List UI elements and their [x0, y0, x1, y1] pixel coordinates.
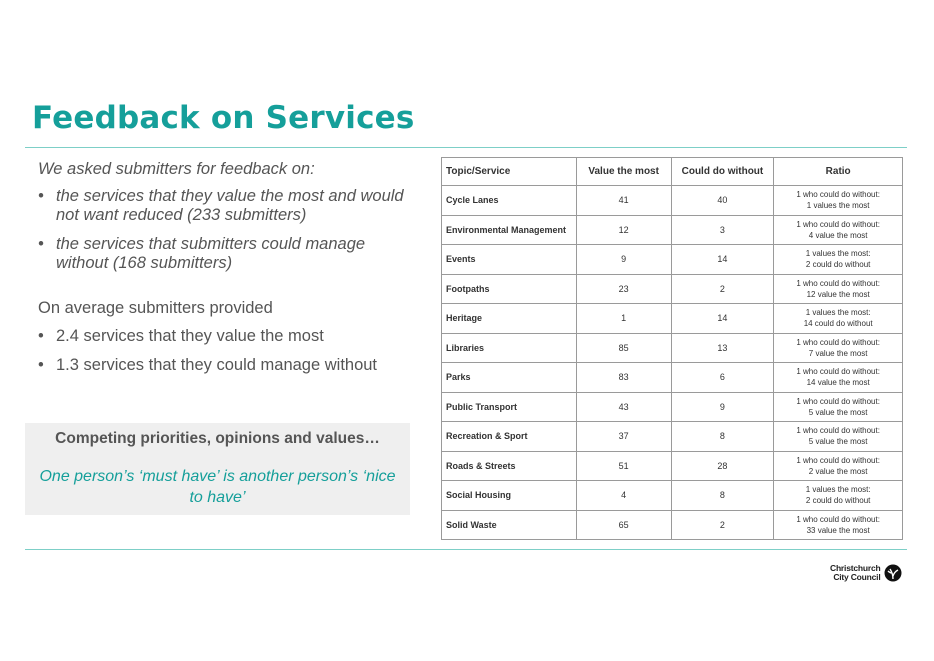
cell-value-most: 37	[576, 422, 671, 452]
ratio-line-1: 1 values the most:	[805, 308, 871, 318]
cell-topic: Solid Waste	[442, 510, 577, 540]
table-row	[442, 481, 903, 511]
average-bullet-list	[38, 327, 418, 375]
header-topic: Topic/Service	[442, 158, 577, 186]
cell-ratio	[774, 304, 903, 334]
cell-topic: Cycle Lanes	[442, 186, 577, 216]
ratio-line-2: 12 value the most	[806, 289, 870, 299]
intro-text: We asked submitters for feedback on:	[38, 160, 315, 178]
ratio-line-1: 1 values the most:	[805, 249, 871, 259]
cell-could-do-without: 40	[671, 186, 774, 216]
table-body	[442, 186, 903, 540]
ratio-line-2: 1 values the most	[806, 201, 870, 211]
table-row	[442, 274, 903, 304]
ratio-line-2: 14 could do without	[803, 319, 873, 329]
top-divider	[25, 147, 907, 148]
ratio-line-2: 33 value the most	[806, 525, 870, 535]
logo-line-2: City Council	[833, 572, 881, 582]
table-row	[442, 304, 903, 334]
cell-ratio	[774, 333, 903, 363]
table-row	[442, 186, 903, 216]
ratio-line-1: 1 who could do without:	[796, 455, 880, 465]
table-row	[442, 363, 903, 393]
cell-could-do-without: 8	[671, 481, 774, 511]
bullet-item: • 1.3 services that they could manage without	[38, 356, 418, 375]
cell-could-do-without: 13	[671, 333, 774, 363]
ratio-line-1: 1 who could do without:	[796, 426, 880, 436]
ratio-line-2: 14 value the most	[806, 378, 870, 388]
cell-value-most: 41	[576, 186, 671, 216]
cell-value-most: 1	[576, 304, 671, 334]
table-header-row	[442, 158, 903, 186]
ratio-line-2: 2 could do without	[805, 260, 871, 270]
cell-value-most: 4	[576, 481, 671, 511]
cell-ratio	[774, 245, 903, 275]
cell-could-do-without: 9	[671, 392, 774, 422]
cell-ratio	[774, 186, 903, 216]
cell-could-do-without: 3	[671, 215, 774, 245]
header-value-most: Value the most	[576, 158, 671, 186]
cell-ratio	[774, 274, 903, 304]
cell-ratio	[774, 422, 903, 452]
cell-topic: Public Transport	[442, 392, 577, 422]
cell-topic: Footpaths	[442, 274, 577, 304]
cell-ratio	[774, 510, 903, 540]
cell-ratio	[774, 451, 903, 481]
ratio-line-1: 1 who could do without:	[796, 396, 880, 406]
bullet-item: • the services that they value the most and would not want reduced (233 submitters)	[38, 187, 418, 225]
header-ratio: Ratio	[774, 158, 903, 186]
cell-topic: Heritage	[442, 304, 577, 334]
table-row	[442, 215, 903, 245]
ratio-line-1: 1 who could do without:	[796, 337, 880, 347]
cell-ratio	[774, 392, 903, 422]
header-could-do-without: Could do without	[671, 158, 774, 186]
cell-could-do-without: 6	[671, 363, 774, 393]
table-row	[442, 392, 903, 422]
cell-could-do-without: 2	[671, 274, 774, 304]
cell-value-most: 51	[576, 451, 671, 481]
callout-heading: Competing priorities, opinions and values…	[55, 430, 380, 447]
ratio-line-2: 5 value the most	[808, 437, 868, 447]
bottom-divider	[25, 549, 907, 550]
cell-value-most: 23	[576, 274, 671, 304]
ratio-line-2: 2 could do without	[805, 496, 871, 506]
cell-value-most: 12	[576, 215, 671, 245]
cell-could-do-without: 28	[671, 451, 774, 481]
ratio-line-2: 4 value the most	[808, 230, 868, 240]
cell-topic: Parks	[442, 363, 577, 393]
cell-could-do-without: 14	[671, 245, 774, 275]
cell-topic: Roads & Streets	[442, 451, 577, 481]
page-title: Feedback on Services	[32, 100, 415, 136]
cell-ratio	[774, 363, 903, 393]
ratio-line-1: 1 values the most:	[805, 485, 871, 495]
ratio-line-1: 1 who could do without:	[796, 514, 880, 524]
left-column	[38, 160, 418, 385]
council-logo	[830, 564, 902, 582]
cell-value-most: 9	[576, 245, 671, 275]
cell-ratio	[774, 481, 903, 511]
fern-leaf-icon	[884, 564, 902, 582]
cell-topic: Recreation & Sport	[442, 422, 577, 452]
ratio-line-2: 5 value the most	[808, 407, 868, 417]
ratio-line-1: 1 who could do without:	[796, 278, 880, 288]
average-heading: On average submitters provided	[38, 299, 273, 317]
table-row	[442, 451, 903, 481]
table-row	[442, 333, 903, 363]
bullet-item: • the services that submitters could manage without (168 submitters)	[38, 235, 418, 273]
logo-line-1: Christchurch	[830, 563, 881, 573]
callout-quote: One person’s ‘must have’ is another person’s ‘nice to have’	[39, 468, 396, 506]
cell-value-most: 65	[576, 510, 671, 540]
services-table	[441, 157, 903, 540]
callout-box	[25, 423, 410, 515]
cell-could-do-without: 2	[671, 510, 774, 540]
cell-topic: Events	[442, 245, 577, 275]
bullet-item: • 2.4 services that they value the most	[38, 327, 418, 346]
table-row	[442, 245, 903, 275]
cell-topic: Environmental Management	[442, 215, 577, 245]
ratio-line-1: 1 who could do without:	[796, 190, 880, 200]
cell-value-most: 85	[576, 333, 671, 363]
table-row	[442, 422, 903, 452]
table-row	[442, 510, 903, 540]
ratio-line-1: 1 who could do without:	[796, 367, 880, 377]
cell-topic: Libraries	[442, 333, 577, 363]
cell-could-do-without: 8	[671, 422, 774, 452]
cell-value-most: 43	[576, 392, 671, 422]
ratio-line-2: 7 value the most	[808, 348, 868, 358]
cell-value-most: 83	[576, 363, 671, 393]
cell-could-do-without: 14	[671, 304, 774, 334]
cell-ratio	[774, 215, 903, 245]
cell-topic: Social Housing	[442, 481, 577, 511]
ratio-line-2: 2 value the most	[808, 466, 868, 476]
ratio-line-1: 1 who could do without:	[796, 219, 880, 229]
feedback-bullet-list	[38, 187, 418, 273]
